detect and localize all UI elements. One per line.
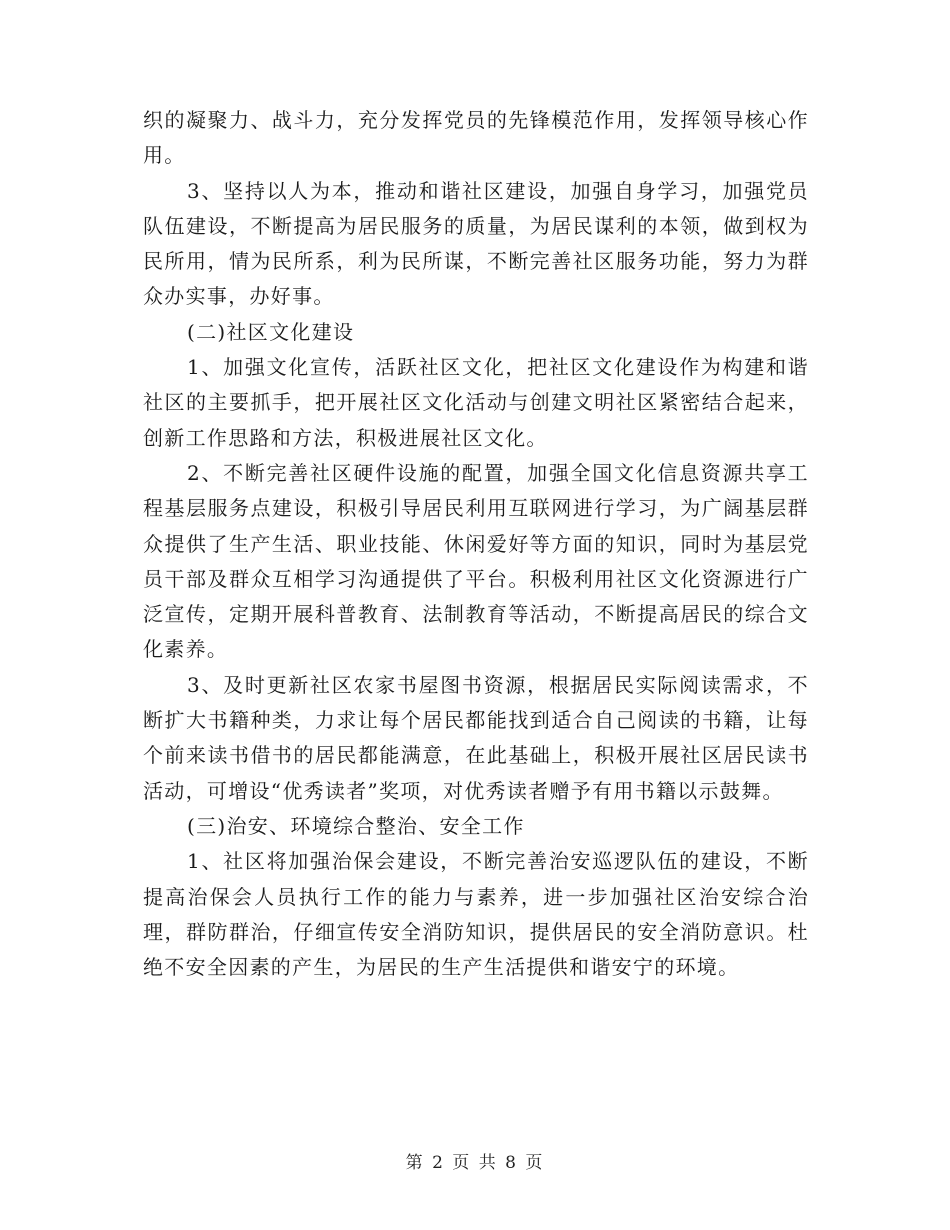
page-number-footer: 第 2 页 共 8 页 bbox=[405, 1153, 545, 1173]
paragraph-continuation: 织的凝聚力、战斗力，充分发挥党员的先锋模范作用，发挥领导核心作用。 bbox=[143, 108, 809, 168]
document-body bbox=[143, 103, 809, 985]
paragraph-item-1-culture-promotion: 1、加强文化宣传，活跃社区文化，把社区文化建设作为构建和谐社区的主要抓手，把开展社区文化活动与创建文明社区紧密结合起来，创新工作思路和方法，积极进展社区文化。 bbox=[143, 355, 809, 450]
paragraph-item-2-facilities: 2、不断完善社区硬件设施的配置，加强全国文化信息资源共享工程基层服务点建设，积极引导居民利用互联网进行学习，为广阔基层群众提供了生产生活、职业技能、休闲爱好等方面的知识，同时为基层党员干部及群众互相学习沟通提供了平台。积极利用社区文化资源进行广泛宣传，定期开展科普教育、法制教育等活动，不断提高居民的综合文化素养。 bbox=[143, 460, 809, 662]
paragraph-item-3-party-building: 3、坚持以人为本，推动和谐社区建设，加强自身学习，加强党员队伍建设，不断提高为居民服务的质量，为居民谋利的本领，做到权为民所用，情为民所系，利为民所谋，不断完善社区服务功能，努力为群众办实事，办好事。 bbox=[143, 178, 809, 309]
paragraph-item-1-security: 1、社区将加强治保会建设，不断完善治安巡逻队伍的建设，不断提高治保会人员执行工作的能力与素养，进一步加强社区治安综合治理，群防群治，仔细宣传安全消防知识，提供居民的安全消防意识。杜绝不安全因素的产生，为居民的生产生活提供和谐安宁的环境。 bbox=[143, 849, 809, 980]
section-heading-public-security: (三)治安、环境综合整治、安全工作 bbox=[187, 813, 525, 838]
section-heading-community-culture: (二)社区文化建设 bbox=[187, 319, 355, 344]
paragraph-item-3-library: 3、及时更新社区农家书屋图书资源，根据居民实际阅读需求，不断扩大书籍种类，力求让每个居民都能找到适合自己阅读的书籍，让每个前来读书借书的居民都能满意，在此基础上，积极开展社区居民读书活动，可增设“优秀读者”奖项，对优秀读者赠予有用书籍以示鼓舞。 bbox=[143, 672, 809, 803]
